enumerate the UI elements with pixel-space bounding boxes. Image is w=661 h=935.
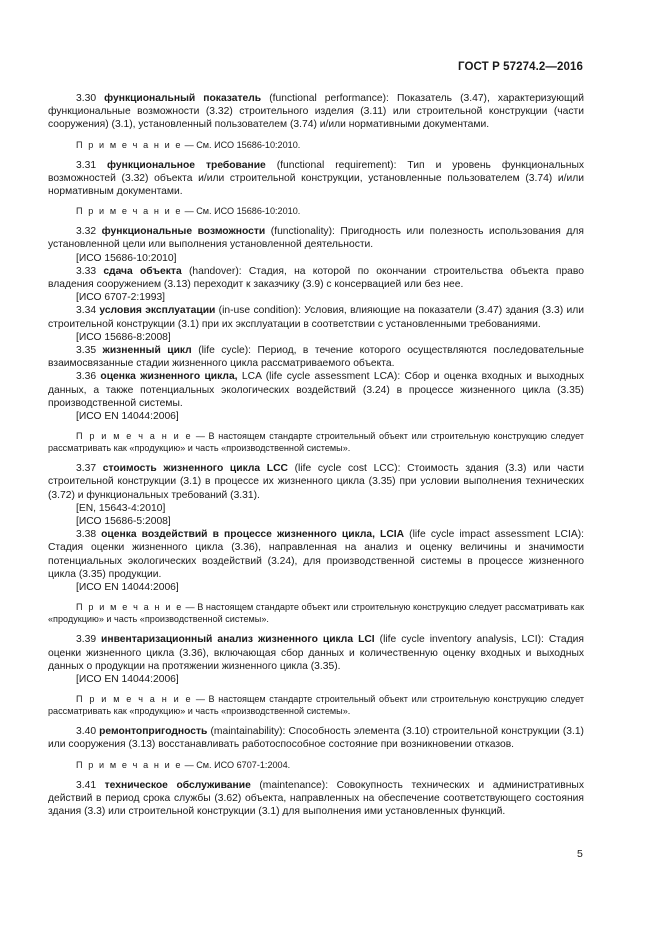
entry-number: 3.33 bbox=[76, 265, 97, 277]
entry-3-41 bbox=[48, 779, 584, 819]
reference-3-37-a: [EN, 15643-4:2010] bbox=[76, 502, 166, 514]
entry-definition: (life cycle inventory analysis, LCI): Стадия оценки жизненного цикла (3.36), включающая сбор данных и количественную оценку входных и выходных данных о продукции на протяжении жизненного цикла (3.35). bbox=[48, 634, 584, 672]
note-3-40 bbox=[48, 759, 584, 771]
entry-number: 3.41 bbox=[76, 779, 97, 791]
note-label: П р и м е ч а н и е bbox=[76, 694, 193, 705]
entry-3-37 bbox=[48, 462, 584, 502]
note-3-30 bbox=[48, 139, 584, 151]
entry-term: функциональный показатель bbox=[104, 93, 262, 104]
reference-3-36: [ИСО EN 14044:2006] bbox=[76, 411, 179, 423]
page-number: 5 bbox=[577, 848, 583, 860]
entry-3-38 bbox=[48, 528, 584, 581]
note-text: — См. ИСО 15686-10:2010. bbox=[182, 139, 301, 150]
note-text: — В настоящем стандарте объект или строительную конструкцию следует рассматривать как «продукцию» и часть «производственной системы». bbox=[48, 602, 584, 625]
entry-3-33 bbox=[48, 265, 584, 291]
entry-term: функциональные возможности bbox=[101, 226, 266, 238]
document-id: ГОСТ Р 57274.2—2016 bbox=[458, 61, 583, 73]
entry-number: 3.32 bbox=[76, 226, 97, 238]
entry-3-39 bbox=[48, 633, 584, 673]
entry-number: 3.38 bbox=[76, 529, 97, 541]
entry-definition: (functional requirement): Тип и уровень функциональных возможностей (3.32) объекта и/или строительной конструкции, установленные пользователем (3.74) и/или нормативным документами. bbox=[48, 159, 584, 198]
entry-number: 3.40 bbox=[76, 726, 97, 738]
entry-number: 3.39 bbox=[76, 634, 97, 646]
note-label: П р и м е ч а н и е bbox=[76, 759, 183, 770]
entry-term: оценка воздействий в процессе жизненного цикла, LCIA bbox=[101, 529, 405, 541]
entry-definition: (functionality): Пригодность или полезность использования для установленной цели или выполнения установленной деятельности. bbox=[48, 226, 584, 251]
entry-3-34 bbox=[48, 304, 584, 330]
note-text: — В настоящем стандарте строительный объект или строительную конструкцию следует рассматривать как «продукцию» и часть «производственной системы». bbox=[48, 694, 585, 717]
entry-number: 3.37 bbox=[76, 463, 97, 475]
entry-definition: (life cycle impact assessment LCIA): Стадия оценки жизненного цикла (3.36), направленная на анализ и оценку величины и значимости потенциальных экологических воздействий (3.24), для производственной системы в процессе жизненного цикла (3.35) продукции. bbox=[48, 529, 584, 580]
entry-number: 3.34 bbox=[76, 305, 97, 317]
note-text: — См. ИСО 6707-1:2004. bbox=[182, 759, 291, 770]
entry-term: ремонтопригодность bbox=[99, 726, 208, 738]
entry-3-32 bbox=[48, 225, 584, 251]
entry-number: 3.36 bbox=[76, 371, 97, 383]
entry-definition: (maintenance): Совокупность технических и административных действий в период срока службы (3.62) объекта, направленных на обеспечение соответствующего состояния здания (3.3) или строительной конструкции (3.1) для выполнения ими установленных функций. bbox=[48, 779, 584, 817]
entry-3-36 bbox=[48, 370, 584, 410]
entry-definition: LCA (life cycle assessment LCA): Сбор и оценка входных и выходных данных, а также потенциальных экологических воздействий (3.24) в процессе жизненного цикла (3.35) производственной системы. bbox=[48, 371, 584, 409]
entry-term: функциональное требование bbox=[107, 159, 266, 171]
entry-term: инвентаризационный анализ жизненного цикла LCI bbox=[101, 634, 375, 646]
reference-3-37-b: [ИСО 15686-5:2008] bbox=[76, 516, 171, 528]
entry-3-40 bbox=[48, 725, 584, 751]
note-label: П р и м е ч а н и е bbox=[76, 431, 193, 442]
entry-number: 3.30 bbox=[76, 93, 97, 104]
entry-3-35 bbox=[48, 344, 584, 370]
note-3-38 bbox=[48, 601, 584, 625]
note-3-31 bbox=[48, 205, 584, 217]
entry-term: жизненный цикл bbox=[102, 345, 192, 357]
entry-term: сдача объекта bbox=[103, 265, 182, 277]
note-label: П р и м е ч а н и е bbox=[76, 206, 183, 217]
reference-3-32: [ИСО 15686-10:2010] bbox=[76, 252, 177, 264]
entry-definition: (life cycle): Период, в течение которого осуществляются последовательные взаимосвязанные стадии жизненного цикла рассматриваемого объекта. bbox=[48, 345, 584, 370]
entry-term: техническое обслуживание bbox=[104, 779, 251, 791]
note-label: П р и м е ч а н и е bbox=[76, 139, 183, 150]
reference-3-33: [ИСО 6707-2:1993] bbox=[76, 292, 166, 304]
document-body bbox=[48, 92, 584, 818]
reference-3-38: [ИСО EN 14044:2006] bbox=[76, 582, 179, 594]
note-text: — См. ИСО 15686-10:2010. bbox=[182, 206, 301, 217]
entry-definition: (maintainability): Способность элемента (3.10) строительной конструкции (3.1) или сооружения (3.13) восстанавливать работоспособное состояние при возникновении отказов. bbox=[48, 726, 584, 751]
note-label: П р и м е ч а н и е bbox=[76, 602, 183, 613]
entry-term: условия эксплуатации bbox=[99, 305, 216, 317]
entry-number: 3.35 bbox=[76, 345, 97, 357]
entry-definition: (in-use condition): Условия, влияющие на показатели (3.47) здания (3.3) или строительной конструкции (3.1) при их эксплуатации в соответствии с установленными требованиями. bbox=[48, 305, 584, 330]
note-text: — В настоящем стандарте строительный объект или строительную конструкцию следует рассматривать как «продукцию» и часть «производственной системы». bbox=[48, 431, 585, 454]
reference-3-39: [ИСО EN 14044:2006] bbox=[76, 673, 179, 685]
note-3-39 bbox=[48, 693, 584, 717]
entry-definition: (life cycle cost LCC): Стоимость здания (3.3) или части строительной конструкции (3.1) в процессе их жизненного цикла (3.35) при условии выполнения технических (3.72) и функциональных требований (3.31). bbox=[48, 463, 584, 501]
entry-number: 3.31 bbox=[76, 159, 97, 171]
note-3-36 bbox=[48, 430, 584, 454]
entry-term: оценка жизненного цикла, bbox=[100, 371, 238, 383]
entry-term: стоимость жизненного цикла LCC bbox=[102, 463, 288, 475]
entry-definition: (handover): Стадия, на которой по окончании строительства объекта право владения сооружением (3.13) переходит к заказчику (3.9) с консервацией или без нее. bbox=[48, 265, 584, 291]
entry-definition: (functional performance): Показатель (3.47), характеризующий функциональные возможности (3.32) строительного изделия (3.11) или строительной конструкции (части сооружения) (3.1), установленный пользователем (3.74) и/или нормативными документами. bbox=[48, 93, 584, 131]
reference-3-34: [ИСО 15686-8:2008] bbox=[76, 331, 171, 343]
entry-3-30 bbox=[48, 92, 584, 132]
entry-3-31 bbox=[48, 159, 584, 199]
